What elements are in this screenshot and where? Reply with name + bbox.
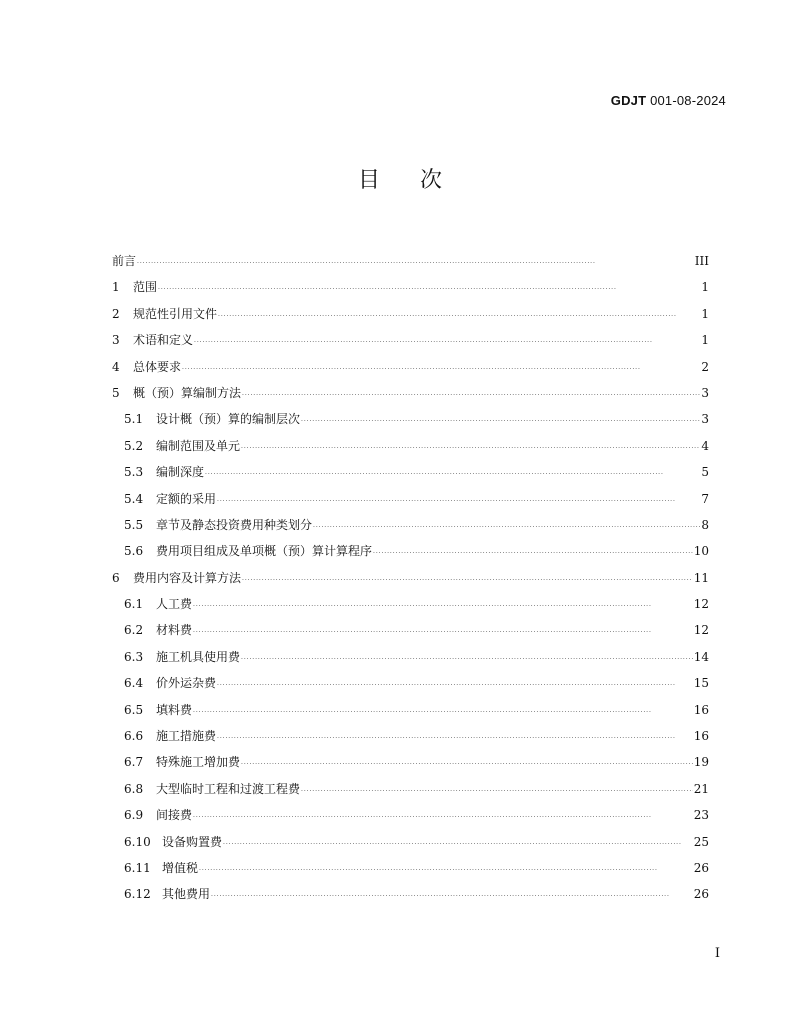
toc-entry[interactable] (112, 248, 709, 274)
toc-entry-number: 5.2 (124, 438, 144, 453)
toc-entry-number: 4 (112, 359, 120, 374)
toc-entry-title: 施工措施费 (156, 729, 217, 744)
toc-dot-leader (217, 730, 693, 740)
toc-entry-title: 设计概（预）算的编制层次 (156, 412, 301, 427)
page-title-char-2: 次 (420, 168, 443, 193)
toc-dot-leader (301, 783, 693, 793)
toc-entry-page: 7 (701, 491, 709, 506)
toc-dot-leader (218, 308, 700, 318)
toc-entry-title: 材料费 (156, 623, 193, 638)
toc-entry-page: 14 (693, 649, 709, 664)
toc-entry[interactable] (112, 327, 709, 353)
toc-dot-leader (193, 704, 693, 714)
toc-entry-title: 特殊施工增加费 (156, 755, 241, 770)
toc-entry[interactable] (112, 512, 709, 538)
toc-entry[interactable] (112, 433, 709, 459)
page-title-char-1: 目 (357, 168, 380, 193)
toc-entry[interactable] (112, 670, 709, 696)
toc-entry-number: 6.5 (124, 702, 144, 717)
toc-entry-title: 概（预）算编制方法 (133, 385, 242, 400)
toc-entry-number: 6.1 (124, 597, 144, 612)
toc-entry-number: 1 (112, 280, 120, 295)
toc-dot-leader (301, 413, 700, 423)
toc-dot-leader (217, 493, 700, 503)
toc-entry[interactable] (112, 644, 709, 670)
toc-entry[interactable] (112, 380, 709, 406)
document-code-number: 001-08-2024 (650, 93, 726, 108)
toc-entry-number: 6.4 (124, 676, 144, 691)
toc-entry-title: 人工费 (156, 597, 193, 612)
toc-entry-page: 1 (701, 306, 709, 321)
toc-entry-number: 6.9 (124, 808, 144, 823)
toc-dot-leader (137, 255, 694, 265)
toc-dot-leader (205, 466, 700, 476)
toc-entry-page: 25 (693, 834, 709, 849)
toc-entry-title: 增值税 (162, 860, 199, 875)
table-of-contents (112, 248, 709, 908)
document-code-prefix: GDJT (610, 93, 647, 108)
toc-entry-page: 12 (693, 597, 709, 612)
toc-entry-title: 施工机具使用费 (156, 649, 241, 664)
toc-entry[interactable] (112, 829, 709, 855)
toc-entry-page: 3 (701, 412, 709, 427)
toc-entry-page: 15 (693, 676, 709, 691)
toc-entry[interactable] (112, 406, 709, 432)
toc-entry-title: 范围 (133, 280, 158, 295)
toc-entry-page: 8 (701, 517, 709, 532)
toc-entry[interactable] (112, 486, 709, 512)
toc-entry[interactable] (112, 538, 709, 564)
toc-entry-page: 3 (701, 385, 709, 400)
toc-entry-page: 26 (693, 860, 709, 875)
toc-entry-title: 定额的采用 (156, 491, 217, 506)
toc-entry-page: 1 (701, 333, 709, 348)
toc-entry-number: 5.5 (124, 517, 144, 532)
page-title (0, 163, 800, 194)
toc-entry-page: 11 (693, 570, 709, 585)
toc-dot-leader (182, 361, 700, 371)
toc-entry-title: 填料费 (156, 702, 193, 717)
toc-dot-leader (241, 440, 700, 450)
toc-dot-leader (313, 519, 700, 529)
toc-entry-title: 间接费 (156, 808, 193, 823)
toc-entry[interactable] (112, 617, 709, 643)
toc-entry[interactable] (112, 749, 709, 775)
toc-entry-number: 5.3 (124, 465, 144, 480)
toc-entry-number: 5.6 (124, 544, 144, 559)
toc-entry[interactable] (112, 301, 709, 327)
toc-entry-title: 总体要求 (133, 359, 182, 374)
toc-entry-page: 16 (693, 729, 709, 744)
toc-entry-number: 6.10 (124, 834, 151, 849)
toc-entry[interactable] (112, 697, 709, 723)
toc-entry-page: 19 (693, 755, 709, 770)
toc-entry-page: 10 (693, 544, 709, 559)
toc-dot-leader (193, 598, 693, 608)
toc-dot-leader (241, 756, 693, 766)
toc-entry-page: III (694, 254, 709, 268)
toc-entry-title: 价外运杂费 (156, 676, 217, 691)
toc-dot-leader (223, 836, 693, 846)
toc-entry[interactable] (112, 354, 709, 380)
document-code (611, 93, 726, 108)
toc-entry-title: 编制范围及单元 (156, 438, 241, 453)
toc-entry-number: 6.11 (124, 860, 151, 875)
toc-dot-leader (193, 624, 693, 634)
toc-entry-number: 2 (112, 306, 120, 321)
toc-entry-title: 大型临时工程和过渡工程费 (156, 781, 301, 796)
toc-dot-leader (241, 651, 693, 661)
toc-dot-leader (199, 862, 693, 872)
toc-entry-number: 5 (112, 385, 120, 400)
toc-dot-leader (373, 545, 693, 555)
toc-entry-number: 6.2 (124, 623, 144, 638)
toc-dot-leader (194, 334, 700, 344)
toc-entry-title: 其他费用 (162, 887, 211, 902)
toc-entry-page: 23 (693, 808, 709, 823)
toc-entry[interactable] (112, 723, 709, 749)
toc-entry-page: 12 (693, 623, 709, 638)
toc-entry[interactable] (112, 591, 709, 617)
toc-entry-title: 规范性引用文件 (133, 306, 218, 321)
toc-entry[interactable] (112, 776, 709, 802)
toc-entry-title: 设备购置费 (162, 834, 223, 849)
toc-entry-title: 编制深度 (156, 465, 205, 480)
toc-entry[interactable] (112, 565, 709, 591)
toc-entry-page: 16 (693, 702, 709, 717)
toc-entry[interactable] (112, 881, 709, 907)
toc-entry-page: 5 (701, 465, 709, 480)
toc-entry-page: 2 (701, 359, 709, 374)
toc-entry-page: 21 (693, 781, 709, 796)
toc-entry-title: 费用内容及计算方法 (133, 570, 242, 585)
toc-entry-page: 1 (701, 280, 709, 295)
toc-entry-page: 4 (701, 438, 709, 453)
toc-entry-title: 术语和定义 (133, 333, 194, 348)
toc-dot-leader (242, 387, 700, 397)
toc-entry-title: 章节及静态投资费用种类划分 (156, 517, 313, 532)
toc-entry-number: 6.7 (124, 755, 144, 770)
toc-entry[interactable] (112, 274, 709, 300)
toc-dot-leader (158, 281, 700, 291)
toc-dot-leader (217, 677, 693, 687)
toc-entry-number: 6 (112, 570, 120, 585)
toc-entry-title: 费用项目组成及单项概（预）算计算程序 (156, 544, 373, 559)
toc-dot-leader (242, 572, 693, 582)
toc-dot-leader (193, 809, 693, 819)
toc-entry-number: 6.12 (124, 887, 151, 902)
toc-dot-leader (211, 888, 693, 898)
toc-entry-number: 3 (112, 333, 120, 348)
toc-entry-number: 5.4 (124, 491, 144, 506)
toc-entry-number: 6.6 (124, 729, 144, 744)
toc-entry[interactable] (112, 855, 709, 881)
toc-entry-number: 6.3 (124, 649, 144, 664)
toc-entry-number: 6.8 (124, 781, 144, 796)
toc-entry-number: 5.1 (124, 412, 144, 427)
toc-entry-page: 26 (693, 887, 709, 902)
page-number: I (714, 946, 720, 961)
toc-entry[interactable] (112, 802, 709, 828)
toc-entry[interactable] (112, 459, 709, 485)
toc-entry-title: 前言 (112, 254, 137, 268)
